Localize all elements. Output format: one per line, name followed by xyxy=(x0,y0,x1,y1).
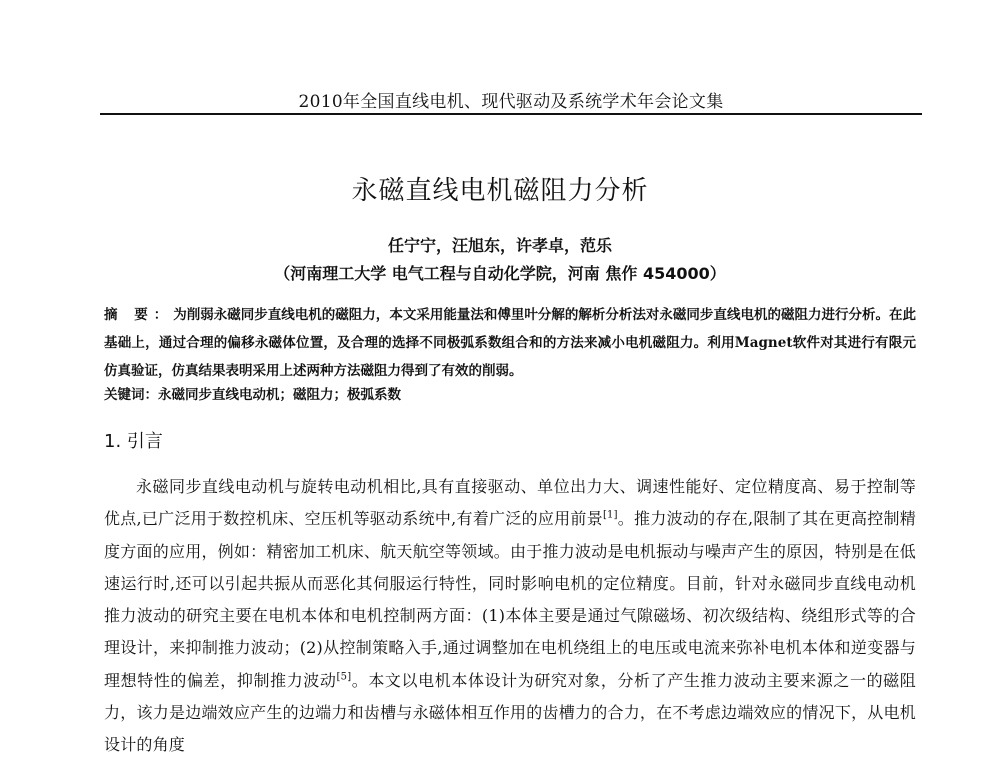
abstract-text: 为削弱永磁同步直线电机的磁阻力，本文采用能量法和傅里叶分解的解析分析法对永磁同步直线电机的磁阻力进行分析。在此基础上，通过合理的偏移永磁体位置，及合理的选择不同极弧系数组合和的方法来减小电机磁阻力。利用Magnet软件对其进行有限元仿真验证，仿真结果表明采用上述两种方法磁阻力得到了有效的削弱。 xyxy=(104,307,917,379)
keywords-label: 关键词： xyxy=(104,387,158,403)
intro-text-part2: 。推力波动的存在,限制了其在更高控制精度方面的应用，例如：精密加工机床、航天航空等领域。由于推力波动是电机振动与噪声产生的原因，特别是在低速运行时,还可以引起共振从而恶化其伺服运行特性，同时影响电机的定位精度。目前，针对永磁同步直线电动机推力波动的研究主要在电机本体和电机控制两方面：(1)本体主要是通过气隙磁场、初次级结构、绕组形式等的合理设计，来抑制推力波动；(2)从控制策略入手,通过调整加在电机绕组上的电压或电流来弥补电机本体和逆变器与理想特性的偏差，抑制推力波动 xyxy=(104,509,916,690)
paper-affiliation: （河南理工大学 电气工程与自动化学院，河南 焦作 454000） xyxy=(274,264,726,283)
running-header: 2010年全国直线电机、现代驱动及系统学术年会论文集 xyxy=(298,92,724,112)
citation-ref-5: [5] xyxy=(336,671,352,683)
section-heading-introduction: 1. 引言 xyxy=(104,431,163,452)
introduction-paragraph xyxy=(104,471,916,762)
abstract-label: 摘 要： xyxy=(104,307,174,323)
header-rule xyxy=(100,113,922,115)
keywords xyxy=(104,385,916,405)
abstract xyxy=(104,301,916,385)
paper-authors: 任宁宁，汪旭东，许孝卓，范乐 xyxy=(387,236,612,255)
intro-text-part1: 永磁同步直线电动机与旋转电动机相比,具有直接驱动、单位出力大、调速性能好、定位精度高、易于控制等优点,已广泛用于数控机床、空压机等驱动系统中,有着广泛的应用前景 xyxy=(104,477,916,529)
citation-ref-1: [1] xyxy=(602,509,618,521)
keywords-text: 永磁同步直线电动机；磁阻力；极弧系数 xyxy=(158,387,401,403)
paper-title: 永磁直线电机磁阻力分析 xyxy=(351,176,649,206)
intro-text-part3: 。本文以电机本体设计为研究对象，分析了产生推力波动主要来源之一的磁阻力，该力是边端效应产生的边端力和齿槽与永磁体相互作用的齿槽力的合力，在不考虑边端效应的情况下，从电机设计的角度 xyxy=(104,670,916,755)
